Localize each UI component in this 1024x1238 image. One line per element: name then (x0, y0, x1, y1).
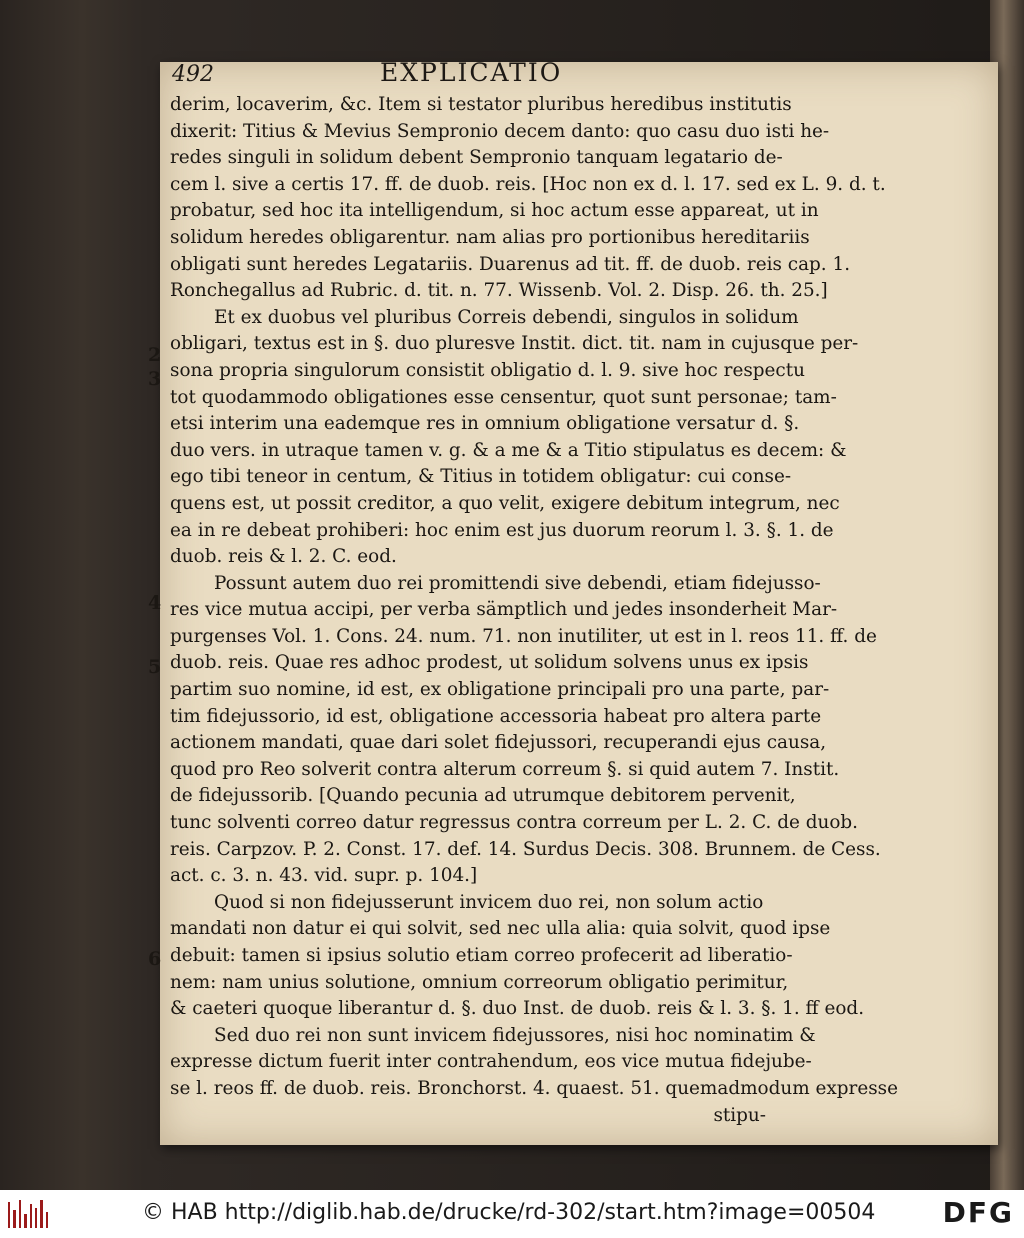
text-line: etsi interim una eademque res in omnium obligatione versatur d. §. (170, 413, 800, 435)
text-line: cem l. sive a certis 17. ff. de duob. reis. [Hoc non ex d. l. 17. sed ex L. 9. d. t. (170, 173, 886, 195)
text-line: duob. reis. Quae res adhoc prodest, ut solidum solvens unus ex ipsis (170, 652, 809, 674)
page-header (172, 56, 732, 90)
text-line: sona propria singulorum consistit obligatio d. l. 9. sive hoc respectu (170, 359, 805, 381)
text-line: Et ex duobus vel pluribus Correis debendi, singulos in solidum (214, 306, 799, 328)
text-line: & caeteri quoque liberantur d. §. duo Inst. de duob. reis & l. 3. §. 1. ff eod. (170, 998, 865, 1020)
text-line: tot quodammodo obligationes esse censentur, quot sunt personae; tam- (170, 386, 837, 408)
text-line: redes singuli in solidum debent Sempronio tanquam legatario de- (170, 147, 783, 169)
text-line: obligati sunt heredes Legatariis. Duarenus ad tit. ff. de duob. reis cap. 1. (170, 253, 851, 275)
body-text (170, 92, 898, 1129)
text-line: tunc solventi correo datur regressus contra correum per L. 2. C. de duob. (170, 812, 859, 834)
text-line: obligari, textus est in §. duo pluresve Instit. dict. tit. nam in cujusque per- (170, 333, 859, 355)
marginal-number: 2 (148, 344, 162, 366)
marginal-number: 4 (148, 592, 162, 614)
text-line: se l. reos ff. de duob. reis. Bronchorst. 4. quaest. 51. quemadmodum expresse (170, 1077, 898, 1099)
text-line: Ronchegallus ad Rubric. d. tit. n. 77. Wissenb. Vol. 2. Disp. 26. th. 25.] (170, 280, 828, 302)
text-line: dixerit: Titius & Mevius Sempronio decem danto: quo casu duo isti he- (170, 120, 830, 142)
text-line: Possunt autem duo rei promittendi sive debendi, etiam fidejusso- (214, 572, 821, 594)
text-line: Sed duo rei non sunt invicem fidejussores, nisi hoc nominatim & (214, 1024, 816, 1046)
text-line: quod pro Reo solverit contra alterum correum §. si quid autem 7. Instit. (170, 758, 840, 780)
text-line: Quod si non fidejusserunt invicem duo rei, non solum actio (214, 891, 764, 913)
text-line: derim, locaverim, &c. Item si testator pluribus heredibus institutis (170, 94, 792, 115)
text-line: reis. Carpzov. P. 2. Const. 17. def. 14. Surdus Decis. 308. Brunnem. de Cess. (170, 838, 881, 860)
marginal-number: 3 (148, 368, 162, 390)
text-line: solidum heredes obligarentur. nam alias pro portionibus hereditariis (170, 226, 810, 248)
footer-bar (0, 1190, 1024, 1238)
marginal-number: 5 (148, 656, 162, 678)
dfg-logo: DFG (942, 1196, 1014, 1229)
catchword: stipu- (713, 1104, 766, 1126)
text-line: mandati non datur ei qui solvit, sed nec ulla alia: quia solvit, quod ipse (170, 918, 831, 940)
text-line: duob. reis & l. 2. C. eod. (170, 546, 397, 568)
text-line: actionem mandati, quae dari solet fidejussori, recuperandi ejus causa, (170, 732, 827, 754)
marginal-number: 6 (148, 948, 162, 970)
text-line: expresse dictum fuerit inter contrahendum, eos vice mutua fidejube- (170, 1051, 812, 1073)
text-line: res vice mutua accipi, per verba sämptlich und jedes insonderheit Mar- (170, 599, 838, 621)
text-line: purgenses Vol. 1. Cons. 24. num. 71. non inutiliter, ut est in l. reos 11. ff. de (170, 625, 877, 647)
text-line: partim suo nomine, id est, ex obligatione principali pro una parte, par- (170, 679, 830, 701)
running-title: EXPLICATIO (380, 58, 563, 87)
hab-barcode-icon (8, 1198, 48, 1228)
text-line: quens est, ut possit creditor, a quo velit, exigere debitum integrum, nec (170, 492, 840, 514)
text-line: tim fidejussorio, id est, obligatione accessoria habeat pro altera parte (170, 705, 822, 727)
text-line: probatur, sed hoc ita intelligendum, si hoc actum esse appareat, ut in (170, 200, 819, 222)
text-line: de fidejussorib. [Quando pecunia ad utrumque debitorem pervenit, (170, 785, 796, 807)
text-line: act. c. 3. n. 43. vid. supr. p. 104.] (170, 865, 478, 887)
page-number: 492 (172, 62, 214, 87)
text-line: nem: nam unius solutione, omnium correorum obligatio perimitur, (170, 971, 789, 993)
text-line: ea in re debeat prohiberi: hoc enim est jus duorum reorum l. 3. §. 1. de (170, 519, 834, 541)
text-line: ego tibi teneor in centum, & Titius in totidem obligatur: cui conse- (170, 466, 792, 488)
text-line: duo vers. in utraque tamen v. g. & a me & a Titio stipulatus es decem: & (170, 439, 847, 461)
text-line: debuit: tamen si ipsius solutio etiam correo profecerit ad liberatio- (170, 945, 793, 966)
footer-credit-link[interactable]: © HAB http://diglib.hab.de/drucke/rd-302/start.htm?image=00504 (142, 1200, 876, 1225)
